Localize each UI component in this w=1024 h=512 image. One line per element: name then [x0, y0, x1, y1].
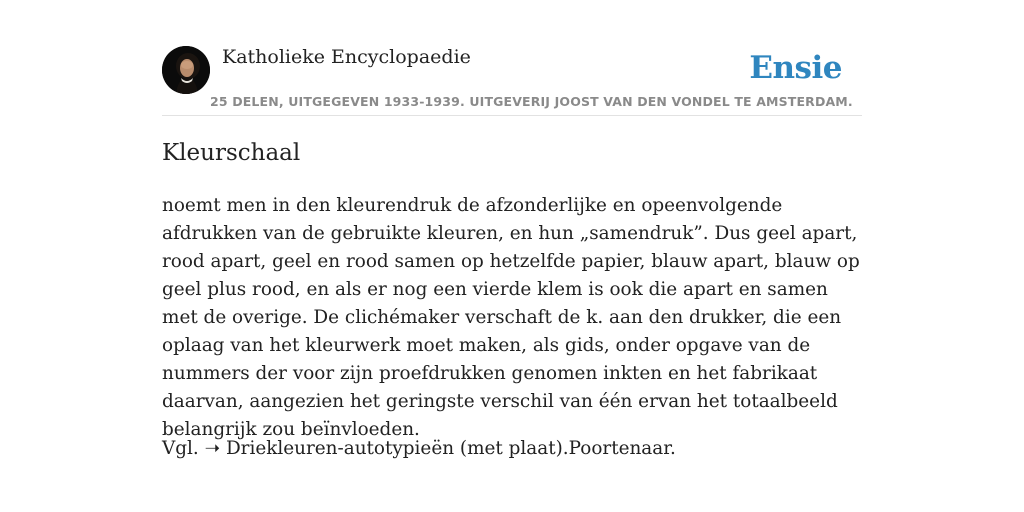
site-name[interactable]: Katholieke Encyclopaedie [222, 46, 471, 68]
reference-prefix: Vgl. [162, 438, 199, 459]
arrow-icon: ➝ [204, 438, 221, 459]
reference-author: Poortenaar. [568, 438, 676, 459]
site-subtitle: 25 DELEN, UITGEGEVEN 1933-1939. UITGEVERIJ JOOST VAN DEN VONDEL TE AMSTERDAM. [210, 94, 853, 109]
reference-line [162, 435, 862, 463]
header-divider [162, 115, 862, 116]
site-header [162, 46, 862, 116]
reference-link[interactable]: Driekleuren-autotypieën (met plaat). [225, 438, 569, 459]
portrait-avatar-icon[interactable] [162, 46, 210, 94]
article-body: noemt men in den kleurendruk de afzonderlijke en opeenvolgende afdrukken van de gebruikte kleuren, en hun „samendruk”. Dus geel apart, rood apart, geel en rood samen op hetzelfde papier, blauw apart, blauw op geel plus rood, en als er nog een vierde klem is ook die apart en samen met de overige. De clichémaker verschaft de k. aan den drukker, die een oplaag van het kleurwerk moet maken, als gids, onder opgave van de nummers der voor zijn proefdrukken genomen inkten en het fabrikaat daarvan, aangezien het geringste verschil van één ervan het totaalbeeld belangrijk zou beïnvloeden. [162, 195, 860, 440]
brand-logo[interactable]: Ensie [749, 50, 842, 86]
article-title: Kleurschaal [162, 140, 301, 166]
